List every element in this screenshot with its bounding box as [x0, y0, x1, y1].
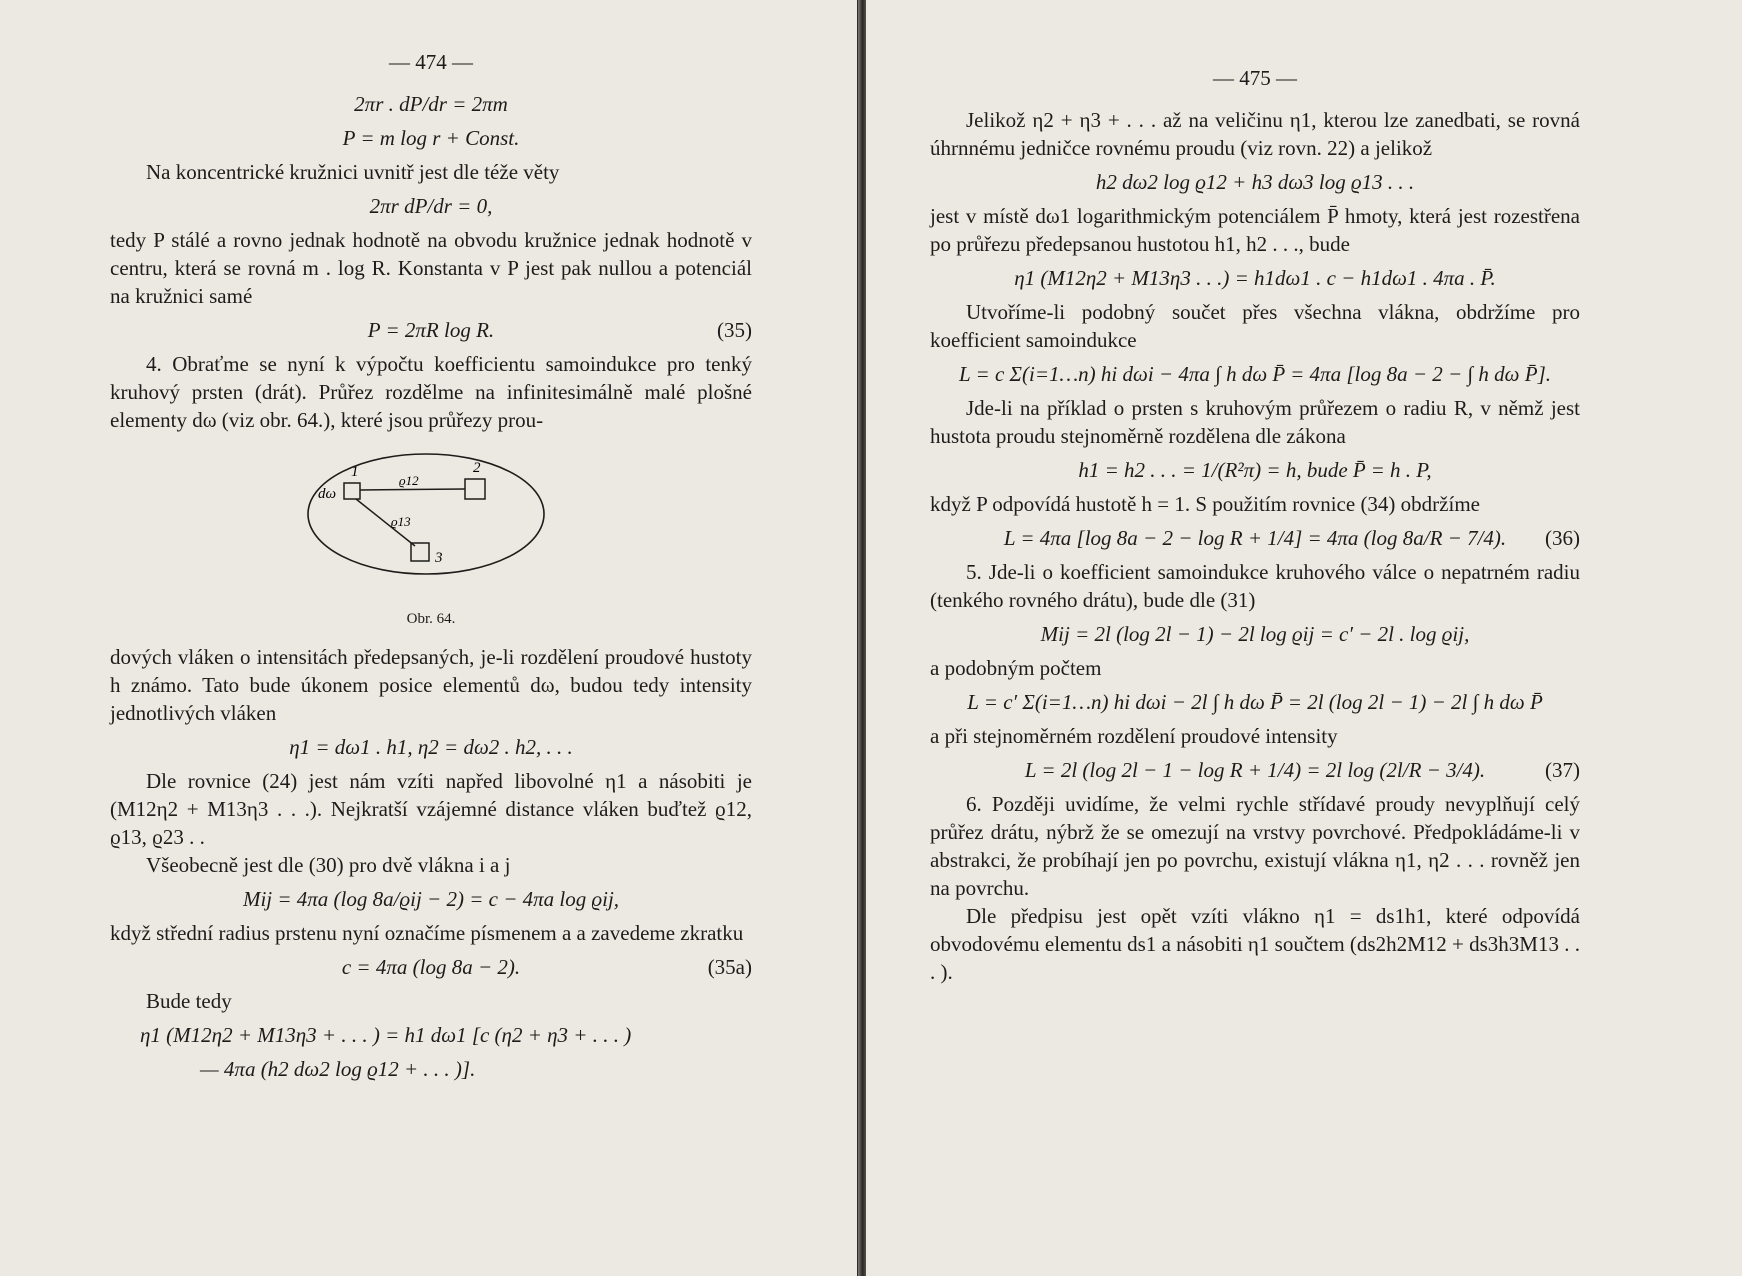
equation: η1 = dω1 . h1, η2 = dω2 . h2, . . . [289, 735, 573, 759]
equation: η1 (M12η2 + M13η3 . . .) = h1dω1 . c − h1dω1 . 4πa . P̄. [1014, 266, 1496, 290]
paragraph: Bude tedy [146, 989, 232, 1013]
paragraph: když střední radius prstenu nyní označíme písmenem a a zavedeme zkratku [110, 921, 744, 945]
equation-text: L = 4πa [log 8a − 2 − log R + 1/4] = 4πa (log 8a/R − 7/4). [1003, 526, 1507, 550]
label-domega: dω [318, 486, 337, 502]
equation: 2πr dP/dr = 0, [369, 194, 493, 218]
equation-number: (37) [1545, 758, 1580, 782]
equation-35a [110, 953, 752, 981]
paragraph: Dle předpisu jest opět vzíti vlákno η1 = ds1h1, které odpovídá obvodovému elementu ds1 a násobiti η1 součtem (ds2h2M12 + ds3h3M13 . . . ). [930, 904, 1580, 984]
paragraph: dových vláken o intensitách předepsaných, je-li rozdělení proudové hustoty h známo. Tato bude úkonem posice elementů dω, budou tedy intensity jednotlivých vláken [110, 645, 752, 725]
label-rho12: ϱ12 [399, 473, 419, 488]
paragraph: když P odpovídá hustotě h = 1. S použitím rovnice (34) obdržíme [930, 492, 1480, 516]
left-page-content [110, 48, 752, 1089]
label-2: 2 [473, 460, 481, 476]
equation-number: (35a) [707, 955, 752, 979]
ring-ellipse [308, 454, 544, 574]
equation-number: (35) [717, 318, 752, 342]
distance-12-line [360, 489, 465, 490]
label-rho13: ϱ13 [391, 514, 411, 529]
equation-text: P = 2πR log R. [367, 318, 495, 342]
equation-text: c = 4πa (log 8a − 2). [341, 955, 521, 979]
paragraph: Všeobecně jest dle (30) pro dvě vlákna i a j [146, 853, 511, 877]
equation: L = c Σ(i=1…n) hi dωi − 4πa ∫ h dω P̄ = 4πa [log 8a − 2 − ∫ h dω P̄]. [958, 362, 1552, 386]
paragraph: Jelikož η2 + η3 + . . . až na veličinu η1, kterou lze zanedbati, se rovná úhrnnému jedničce rovnému proudu (viz rovn. 22) a jelikož [930, 108, 1580, 160]
right-page-content [930, 64, 1580, 986]
equation: P = m log r + Const. [342, 126, 520, 150]
equation-37 [930, 756, 1580, 784]
element-1 [344, 483, 360, 499]
equation: η1 (M12η2 + M13η3 + . . . ) = h1 dω1 [c (η2 + η3 + . . . ) [140, 1023, 632, 1047]
left-page [0, 0, 860, 1276]
paragraph: a při stejnoměrném rozdělení proudové intensity [930, 724, 1338, 748]
equation: h2 dω2 log ϱ12 + h3 dω3 log ϱ13 . . . [1095, 170, 1415, 194]
paragraph: 6. Později uvidíme, že velmi rychle střídavé proudy nevyplňují celý průřez drátu, nýbrž že se omezují na vrstvy povrchové. Předpokládáme-li v abstrakci, že probíhají jen po povrchu, existují vlákna η1, η2 . . . rovněž jen na povrchu. [930, 792, 1580, 900]
paragraph: 5. Jde-li o koefficient samoindukce kruhového válce o nepatrném radiu (tenkého rovného drátu), bude dle (31) [930, 560, 1580, 612]
figure-caption: Obr. 64. [406, 611, 456, 627]
page-number: — 475 — [1213, 66, 1297, 90]
paragraph: Na koncentrické kružnici uvnitř jest dle téže věty [146, 160, 560, 184]
equation: Mij = 4πa (log 8a/ϱij − 2) = c − 4πa log ϱij, [242, 887, 620, 911]
equation-35 [110, 316, 752, 344]
paragraph: Dle rovnice (24) jest nám vzíti napřed libovolné η1 a násobiti je (M12η2 + M13η3 . . .). Nejkratší vzájemné distance vláken buďtež ϱ12, ϱ13, ϱ23 . . [110, 769, 752, 849]
equation-36 [930, 524, 1580, 552]
equation: h1 = h2 . . . = 1/(R²π) = h, bude P̄ = h . P, [1078, 458, 1432, 482]
label-1: 1 [351, 464, 359, 480]
element-2 [465, 479, 485, 499]
ring-cross-section-diagram [301, 446, 561, 596]
paragraph: Jde-li na příklad o prsten s kruhovým průřezem o radiu R, v němž jest hustota proudu stejnoměrně rozdělena dle zákona [930, 396, 1580, 448]
paragraph: a podobným počtem [930, 656, 1102, 680]
paragraph: tedy P stálé a rovno jednak hodnotě na obvodu kružnice jednak hodnotě v centru, která se rovná m . log R. Konstanta v P jest pak nullou a potenciál na kružnici samé [110, 228, 752, 308]
equation: Mij = 2l (log 2l − 1) − 2l log ϱij = c′ − 2l . log ϱij, [1040, 622, 1470, 646]
label-3: 3 [435, 550, 443, 566]
paragraph: Utvoříme-li podobný součet přes všechna vlákna, obdržíme pro koefficient samoindukce [930, 300, 1580, 352]
equation-text: L = 2l (log 2l − 1 − log R + 1/4) = 2l log (2l/R − 3/4). [1024, 758, 1486, 782]
paragraph: jest v místě dω1 logarithmickým potenciálem P̄ hmoty, která jest rozestřena po průřezu předepsanou hustotou h1, h2 . . ., bude [930, 204, 1580, 256]
equation: L = c′ Σ(i=1…n) hi dωi − 2l ∫ h dω P̄ = 2l (log 2l − 1) − 2l ∫ h dω P̄ [967, 690, 1543, 714]
equation-number: (36) [1545, 526, 1580, 550]
paragraph: 4. Obraťme se nyní k výpočtu koefficientu samoindukce pro tenký kruhový prsten (drát). Průřez rozdělme na infinitesimálně malé plošné elementy dω (viz obr. 64.), které jsou průřezy prou- [110, 352, 752, 432]
page-number: — 474 — [389, 50, 473, 74]
equation: 2πr . dP/dr = 2πm [354, 92, 508, 116]
figure-64 [110, 446, 752, 633]
equation: — 4πa (h2 dω2 log ϱ12 + . . . )]. [200, 1057, 476, 1081]
